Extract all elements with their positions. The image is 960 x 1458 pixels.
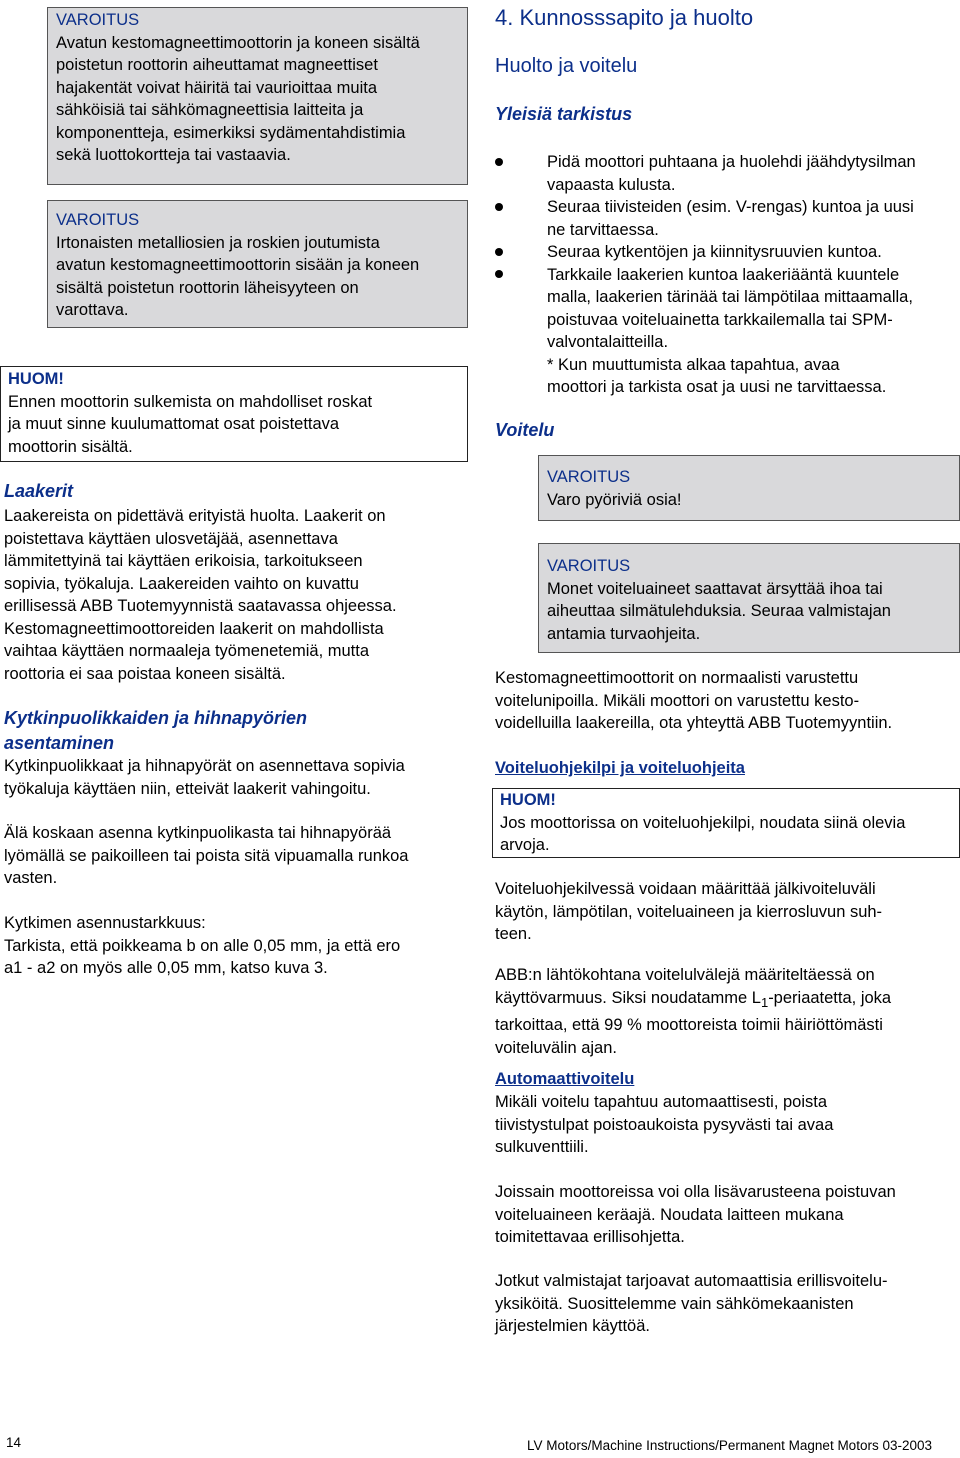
- warning-title: VAROITUS: [547, 557, 631, 575]
- lubrication-paragraph: [495, 667, 892, 735]
- warning-line: sähköisiä tai sähkömagneettisia laitteita ja: [56, 101, 364, 119]
- paragraph-line: Tarkista, että poikkeama b on alle 0,05 mm, ja että ero: [4, 936, 401, 955]
- paragraph-line: voidelluilla laakereilla, ota yhteyttä ABB Tuotemyyntiin.: [495, 714, 893, 732]
- warning-line: varottava.: [56, 301, 129, 319]
- list-item: moottori ja tarkista osat ja uusi ne tarvittaessa.: [547, 378, 887, 396]
- warning-line: Avatun kestomagneettimoottorin ja koneen sisältä: [56, 33, 420, 52]
- paragraph-line: vaihtaa käyttäen normaaleja työmenetemiä, mutta: [4, 642, 370, 660]
- section-heading-coupling: [4, 706, 307, 756]
- paragraph-line: voitelunipoilla. Mikäli moottori on varustettu kesto-: [495, 691, 860, 710]
- plate-paragraph-1: [495, 878, 882, 946]
- heading-line: Kytkinpuolikkaiden ja hihnapyörien: [4, 708, 308, 728]
- section-heading-bearings: Laakerit: [4, 481, 74, 501]
- page-number: 14: [6, 1435, 22, 1450]
- paragraph-line: Kestomagneettimoottorit on normaalisti varustettu: [495, 669, 859, 687]
- list-item: malla, laakerien tärinää tai lämpötilaa mittaamalla,: [547, 288, 913, 306]
- coupling-paragraph-1: [4, 755, 405, 800]
- coupling-paragraph-3: [4, 912, 400, 980]
- chapter-title: 4. Kunnosssapito ja huolto: [495, 5, 754, 30]
- paragraph-line: Joissain moottoreissa voi olla lisävarusteena poistuvan: [495, 1183, 896, 1201]
- warning-line: hajakentät voivat häiritä tai vaurioittaa muita: [56, 78, 378, 97]
- paragraph-line: teen.: [495, 925, 532, 943]
- paragraph-line: järjestelmien käyttöä.: [495, 1317, 650, 1335]
- warning-box-rotating-parts-text: [547, 466, 682, 511]
- paragraph-line: erillisessä ABB Tuotemyynnistä saatavassa ohjeessa.: [4, 597, 397, 615]
- paragraph-line: yksiköitä. Suosittelemme vain sähkömekaanisten: [495, 1294, 854, 1313]
- auto-paragraph-2: [495, 1181, 896, 1249]
- paragraph-line: [495, 987, 891, 1015]
- warning-box-lubricants-text: [547, 555, 891, 645]
- paragraph-line: sulkuventtiili.: [495, 1138, 589, 1156]
- list-item: Seuraa tiivisteiden (esim. V-rengas) kuntoa ja uusi: [547, 198, 914, 216]
- paragraph-line: Laakereista on pidettävä erityistä huolta. Laakerit on: [4, 507, 386, 525]
- subsection-heading-lubrication-plate: Voiteluohjekilpi ja voiteluohjeita: [495, 759, 745, 777]
- paragraph-line: roottoria ei saa poistaa koneen sisältä.: [4, 664, 286, 683]
- paragraph-line: Voiteluohjekilvessä voidaan määrittää jälkivoiteluväli: [495, 880, 876, 898]
- note-title: HUOM!: [8, 370, 64, 388]
- auto-paragraph-1: [495, 1091, 833, 1159]
- warning-title: VAROITUS: [56, 211, 140, 229]
- bullet-icon: [495, 248, 503, 256]
- warning-title: VAROITUS: [56, 11, 140, 29]
- paragraph-line: poistettava käyttäen ulosvetäjää, asennettava: [4, 529, 338, 548]
- note-line: moottorin sisältä.: [8, 437, 133, 456]
- plate-paragraph-2: [495, 964, 891, 1059]
- paragraph-line: Jotkut valmistajat tarjoavat automaattisia erillisvoitelu-: [495, 1272, 888, 1290]
- warning-box-magnetic-fields-text: [56, 9, 420, 167]
- list-item: * Kun muuttumista alkaa tapahtua, avaa: [547, 355, 840, 374]
- bullet-icon: [495, 203, 503, 211]
- bearings-paragraph: [4, 505, 397, 685]
- paragraph-line: a1 - a2 on myös alle 0,05 mm, katso kuva 3.: [4, 959, 328, 977]
- paragraph-line: Älä koskaan asenna kytkinpuolikasta tai hihnapyörää: [4, 824, 392, 842]
- list-item: valvontalaitteilla.: [547, 333, 669, 351]
- general-check-list: [547, 151, 916, 399]
- paragraph-line: toimitettavaa erillisohjetta.: [495, 1228, 685, 1246]
- warning-line: Monet voiteluaineet saattavat ärsyttää ihoa tai: [547, 579, 883, 598]
- warning-line: antamia turvaohjeita.: [547, 624, 701, 643]
- paragraph-line: vasten.: [4, 869, 58, 887]
- list-item: Pidä moottori puhtaana ja huolehdi jäähdytysilman: [547, 153, 916, 171]
- subsection-heading-general-check: Yleisiä tarkistus: [495, 104, 633, 124]
- warning-line: Irtonaisten metalliosien ja roskien joutumista: [56, 233, 380, 252]
- note-line: Ennen moottorin sulkemista on mahdolliset roskat: [8, 392, 373, 411]
- bullet-icon: [495, 158, 503, 166]
- auto-paragraph-3: [495, 1270, 888, 1338]
- list-item: Seuraa kytkentöjen ja kiinnitysruuvien kuntoa.: [547, 243, 882, 261]
- list-item: vapaasta kulusta.: [547, 175, 676, 194]
- note-box-closing-motor-text: [8, 368, 372, 458]
- list-item: Tarkkaile laakerien kuntoa laakeriääntä kuuntele: [547, 265, 900, 284]
- note-line: arvoja.: [500, 836, 550, 854]
- paragraph-line: käytön, lämpötilan, voiteluaineen ja kierrosluvun suh-: [495, 902, 883, 921]
- paragraph-line: työkaluja käyttäen niin, etteivät laakerit vahingoitu.: [4, 779, 371, 798]
- paragraph-line: lämmitettyinä tai käyttäen erikoisia, tarkoitukseen: [4, 552, 363, 570]
- text-fragment: käyttövarmuus. Siksi noudatamme L: [495, 988, 761, 1007]
- warning-line: sekä luottokortteja tai vastaavia.: [56, 146, 291, 164]
- paragraph-line: ABB:n lähtökohtana voitelulvälejä määriteltäessä on: [495, 966, 875, 984]
- paragraph-line: tiivistystulpat poistoaukoista pysyvästi tai avaa: [495, 1115, 834, 1134]
- heading-line: asentaminen: [4, 733, 115, 753]
- coupling-paragraph-2: [4, 822, 408, 890]
- warning-line: Varo pyöriviä osia!: [547, 490, 682, 509]
- warning-line: avatun kestomagneettimoottorin sisään ja koneen: [56, 256, 420, 274]
- text-fragment: -periaatetta, joka: [768, 988, 892, 1007]
- warning-title: VAROITUS: [547, 468, 631, 486]
- paragraph-line: tarkoittaa, että 99 % moottoreista toimii häiriöttömästi: [495, 1016, 883, 1034]
- paragraph-line: voiteluvälin ajan.: [495, 1038, 617, 1057]
- warning-line: sisältä poistetun roottorin läheisyyteen on: [56, 278, 359, 297]
- paragraph-line: Kytkimen asennustarkkuus:: [4, 914, 206, 932]
- note-line: ja muut sinne kuulumattomat osat poistettava: [8, 415, 340, 433]
- list-item: poistuvaa voiteluainetta tarkkailemalla tai SPM-: [547, 310, 893, 329]
- note-box-lubrication-plate-text: [500, 789, 905, 857]
- paragraph-line: Kestomagneettimoottoreiden laakerit on mahdollista: [4, 619, 384, 638]
- list-item: ne tarvittaessa.: [547, 220, 659, 239]
- subscript: 1: [760, 994, 769, 1010]
- note-title: HUOM!: [500, 791, 556, 809]
- warning-line: komponentteja, esimerkiksi sydämentahdistimia: [56, 123, 406, 142]
- footer-document-title: LV Motors/Machine Instructions/Permanent Magnet Motors 03-2003: [527, 1438, 932, 1453]
- paragraph-line: Mikäli voitelu tapahtuu automaattisesti, poista: [495, 1093, 828, 1111]
- paragraph-line: Kytkinpuolikkaat ja hihnapyörät on asennettava sopivia: [4, 757, 405, 775]
- paragraph-line: sopivia, työkaluja. Laakereiden vaihto on kuvattu: [4, 574, 359, 593]
- note-line: Jos moottorissa on voiteluohjekilpi, noudata siinä olevia: [500, 813, 906, 832]
- subsection-heading-automatic-lubrication: Automaattivoitelu: [495, 1070, 635, 1088]
- paragraph-line: lyömällä se paikoilleen tai poista sitä vipuamalla runkoa: [4, 846, 409, 865]
- paragraph-line: voiteluaineen keräajä. Noudata laitteen mukana: [495, 1205, 844, 1224]
- bullet-icon: [495, 270, 503, 278]
- section-title: Huolto ja voitelu: [495, 55, 638, 77]
- subsection-heading-lubrication: Voitelu: [495, 420, 555, 440]
- warning-line: aiheuttaa silmätulehduksia. Seuraa valmistajan: [547, 602, 891, 620]
- warning-line: poistetun roottorin aiheuttamat magneettiset: [56, 56, 378, 74]
- warning-box-metal-debris-text: [56, 209, 419, 322]
